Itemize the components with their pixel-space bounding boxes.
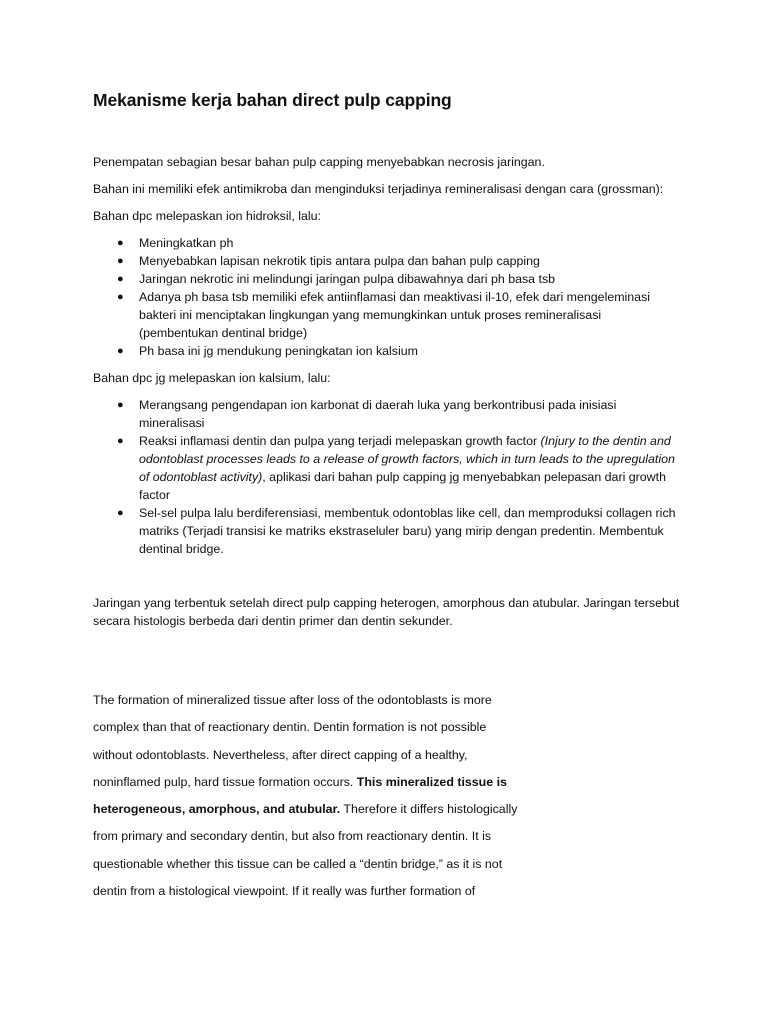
bullet-icon: ●: [117, 399, 124, 411]
bullet-icon: ●: [117, 273, 124, 285]
intro-paragraph-1: Penempatan sebagian besar bahan pulp capping menyebabkan necrosis jaringan.: [93, 155, 545, 169]
bullet-icon: ●: [117, 345, 124, 357]
bullet-icon: ●: [117, 435, 124, 447]
list-item: ● Sel-sel pulpa lalu berdiferensiasi, membentuk odontoblas like cell, dan memproduksi collagen rich matriks (Terjadi transisi ke matriks ekstraseluler baru) yang mirip dengan predentin. Membentuk dentinal bridge.: [117, 506, 676, 556]
calcium-paragraph: Bahan dpc jg melepaskan ion kalsium, lalu:: [93, 371, 331, 385]
list-item: ● Reaksi inflamasi dentin dan pulpa yang terjadi melepaskan growth factor (Injury to the dentin and odontoblast processes leads to a release of growth factors, which in turn leads to the upregulation of odontoblast activity), aplikasi dari bahan pulp capping jg menyebabkan pelepasan dari growth factor: [117, 434, 675, 502]
intro-paragraph-3: Bahan dpc melepaskan ion hidroksil, lalu:: [93, 209, 321, 223]
excerpt-line: questionable whether this tissue can be called a “dentin bridge,” as it is not: [93, 856, 503, 871]
bullet-icon: ●: [117, 507, 124, 519]
list-item: ● Jaringan nekrotic ini melindungi jaringan pulpa dibawahnya dari ph basa tsb: [117, 272, 556, 286]
document-content: [93, 88, 683, 905]
page-title: Mekanisme kerja bahan direct pulp capping: [93, 90, 452, 110]
bullet-icon: ●: [117, 237, 124, 249]
excerpt-line: complex than that of reactionary dentin. Dentin formation is not possible: [93, 720, 487, 735]
list-item: ● Menyebabkan lapisan nekrotik tipis antara pulpa dan bahan pulp capping: [117, 254, 540, 268]
calcium-effects-list: [93, 396, 683, 558]
excerpt-line: without odontoblasts. Nevertheless, after direct capping of a healthy,: [93, 747, 468, 762]
list-item: ● Merangsang pengendapan ion karbonat di daerah luka yang berkontribusi pada inisiasi mineralisasi: [117, 398, 617, 430]
excerpt-line: dentin from a histological viewpoint. If it really was further formation of: [93, 884, 476, 899]
bullet-icon: ●: [117, 291, 124, 303]
list-item: ● Ph basa ini jg mendukung peningkatan ion kalsium: [117, 344, 418, 358]
list-item: ● Adanya ph basa tsb memiliki efek antiinflamasi dan meaktivasi il-10, efek dari mengeleminasi bakteri ini menciptakan lingkungan yang memungkinkan untuk proses remineralisasi (pembentukan dentinal bridge): [117, 290, 651, 340]
excerpt-line: noninflamed pulp, hard tissue formation occurs. This mineralized tissue is: [93, 774, 507, 789]
summary-paragraph: Jaringan yang terbentuk setelah direct pulp capping heterogen, amorphous dan atubular. Jaringan tersebut secara histologis berbeda dari dentin primer dan dentin sekunder.: [93, 596, 680, 628]
excerpt-line: The formation of mineralized tissue after loss of the odontoblasts is more: [93, 693, 492, 707]
italic-quote: (Injury to the dentin and odontoblast processes leads to a release of growth factors, which in turn leads to the upregulation of odontoblast activity): [139, 434, 675, 484]
hydroxyl-effects-list: [93, 234, 683, 360]
intro-paragraph-2: Bahan ini memiliki efek antimikroba dan menginduksi terjadinya remineralisasi dengan cara (grossman):: [93, 182, 664, 196]
english-excerpt: [93, 687, 683, 905]
excerpt-line: from primary and secondary dentin, but also from reactionary dentin. It is: [93, 829, 492, 844]
list-item: ● Meningkatkan ph: [117, 236, 234, 250]
excerpt-line: heterogeneous, amorphous, and atubular. Therefore it differs histologically: [93, 802, 518, 817]
bullet-icon: ●: [117, 255, 124, 267]
